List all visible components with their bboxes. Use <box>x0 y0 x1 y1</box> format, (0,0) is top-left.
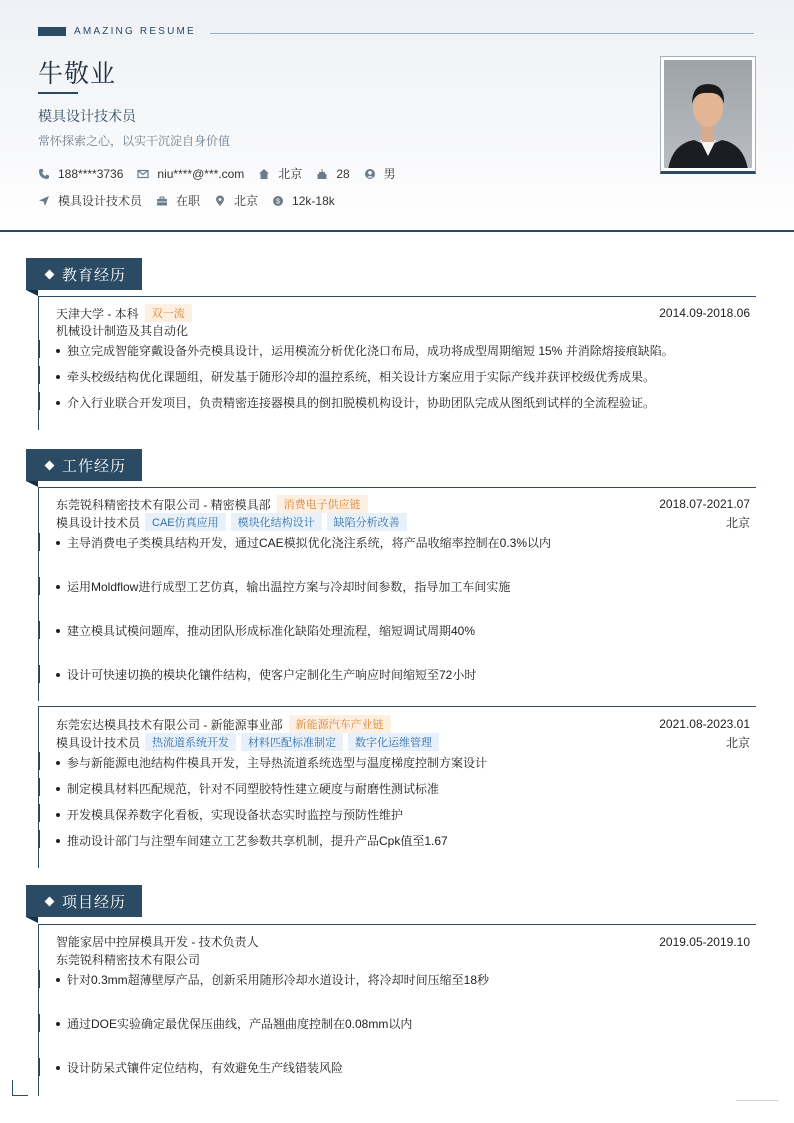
company-text: 东莞锐科精密技术有限公司 - 精密模具部 <box>56 497 271 512</box>
role-row <box>56 733 750 751</box>
bullet-marker <box>38 1058 40 1076</box>
email-text: niu****@***.com <box>157 166 245 181</box>
tagline-bar <box>38 27 66 36</box>
mail-icon <box>137 168 149 180</box>
list-item: 设计可快速切换的模块化镶件结构，使客户定制化生产响应时间缩短至72小时 <box>56 666 476 683</box>
resume-header <box>0 0 794 232</box>
bullet-marker <box>38 392 40 410</box>
position-title: 模具设计技术员 <box>38 108 136 124</box>
target-city-item <box>214 192 258 209</box>
education-header-row <box>56 304 750 322</box>
work-entry-2 <box>38 706 756 868</box>
list-item: 参与新能源电池结构件模具开发，主导热流道系统选型与温度梯度控制方案设计 <box>56 754 487 771</box>
skill-tag: 热流道系统开发 <box>145 733 236 751</box>
work-header-row <box>56 495 750 513</box>
motto: 常怀探索之心，以实干沉淀自身价值 <box>38 134 231 148</box>
contact-row <box>38 165 410 182</box>
home-icon <box>258 168 270 180</box>
salary-item <box>272 194 335 208</box>
bullet-marker <box>38 665 40 683</box>
bullet-marker <box>38 804 40 822</box>
svg-text:$: $ <box>276 198 280 206</box>
work-date: 2018.07-2021.07 <box>659 497 750 511</box>
list-item: 通过DOE实验确定最优保压曲线，产品翘曲度控制在0.08mm以内 <box>56 1015 412 1032</box>
company-text: 东莞宏达模具技术有限公司 - 新能源事业部 <box>56 717 283 732</box>
list-item: 主导消费电子类模具结构开发，通过CAE模拟优化浇注系统，将产品收缩率控制在0.3%以内 <box>56 534 551 551</box>
bullet-marker <box>38 970 40 988</box>
diamond-icon <box>45 269 55 279</box>
section-project-title: 项目经历 <box>62 893 127 911</box>
target-city-text: 北京 <box>234 194 259 208</box>
tagline-rule <box>210 33 754 34</box>
bullet-marker <box>38 577 40 595</box>
gender-item <box>364 165 396 182</box>
gender-text: 男 <box>383 167 396 181</box>
section-education-title: 教育经历 <box>62 266 127 284</box>
target-job-text: 模具设计技术员 <box>58 194 143 208</box>
work-header-row <box>56 715 750 733</box>
section-work-title: 工作经历 <box>62 457 127 475</box>
phone-item <box>38 167 123 181</box>
skill-tag: 模块化结构设计 <box>231 513 322 531</box>
list-item: 针对0.3mm超薄壁厚产品，创新采用随形冷却水道设计，将冷却时间压缩至18秒 <box>56 971 489 988</box>
industry-badge: 新能源汽车产业链 <box>289 715 391 733</box>
education-entry <box>38 296 756 430</box>
section-work <box>26 449 142 481</box>
send-icon <box>38 195 50 207</box>
location-pin-icon <box>214 195 226 207</box>
list-item: 独立完成智能穿戴设备外壳模具设计，运用模流分析优化浇口布局，成功将成型周期缩短 15% 并消除熔接痕缺陷。 <box>56 342 674 359</box>
work-city: 北京 <box>725 515 750 530</box>
avatar-photo <box>664 60 752 168</box>
major-text: 机械设计制造及其自动化 <box>56 324 189 338</box>
school-text: 天津大学 - 本科 <box>56 306 139 321</box>
list-item: 开发模具保养数字化看板，实现设备状态实时监控与预防性维护 <box>56 806 403 823</box>
city-text: 北京 <box>278 167 303 181</box>
candidate-name: 牛敬业 <box>38 60 117 88</box>
list-item: 制定模具材料匹配规范，针对不同塑胶特性建立硬度与耐磨性测试标准 <box>56 780 439 797</box>
job-intent-row <box>38 192 349 209</box>
bullet-marker <box>38 366 40 384</box>
list-item: 介入行业联合开发项目，负责精密连接器模具的倒扣脱模机构设计，协助团队完成从图纸到试样的全流程验证。 <box>56 394 655 411</box>
project-date: 2019.05-2019.10 <box>659 934 750 949</box>
role-row <box>56 513 750 531</box>
skill-tag: 数字化运维管理 <box>348 733 439 751</box>
project-company-row <box>56 951 750 968</box>
skill-tag: CAE仿真应用 <box>145 513 226 531</box>
major-row <box>56 322 750 339</box>
bullet-marker <box>38 533 40 551</box>
list-item: 运用Moldflow进行成型工艺仿真，输出温控方案与冷却时间参数，指导加工车间实施 <box>56 578 510 595</box>
work-entry-1 <box>38 487 756 701</box>
target-job-item <box>38 192 142 209</box>
status-text: 在职 <box>176 194 201 208</box>
skill-tag: 材料匹配标准制定 <box>241 733 343 751</box>
skill-tag: 缺陷分析改善 <box>327 513 407 531</box>
role-text: 模具设计技术员 <box>56 735 141 750</box>
city-item <box>258 165 302 182</box>
project-company: 东莞锐科精密技术有限公司 <box>56 953 201 967</box>
corner-decoration <box>12 1080 28 1096</box>
briefcase-icon <box>156 195 168 207</box>
work-date: 2021.08-2023.01 <box>659 717 750 731</box>
corner-decoration <box>736 1100 778 1101</box>
phone-text: 188****3736 <box>58 166 124 181</box>
photo-frame <box>660 56 756 174</box>
list-item: 推动设计部门与注塑车间建立工艺参数共享机制，提升产品Cpk值至1.67 <box>56 832 448 849</box>
school-badge: 双一流 <box>145 304 192 322</box>
bullet-marker <box>38 340 40 358</box>
diamond-icon <box>45 896 55 906</box>
project-title: 智能家居中控屏模具开发 - 技术负责人 <box>56 935 259 949</box>
tagline-text: AMAZING RESUME <box>74 26 196 37</box>
salary-text: 12k-18k <box>292 193 335 208</box>
email-item <box>137 167 244 181</box>
diamond-icon <box>45 460 55 470</box>
bullet-marker <box>38 778 40 796</box>
status-item <box>156 192 200 209</box>
bullet-marker <box>38 621 40 639</box>
list-item: 设计防呆式镶件定位结构，有效避免生产线错装风险 <box>56 1059 343 1076</box>
age-text: 28 <box>336 166 350 181</box>
list-item: 牵头校级结构优化课题组，研发基于随形冷却的温控系统，相关设计方案应用于实际产线并获评校级优秀成果。 <box>56 368 655 385</box>
money-icon <box>272 195 284 207</box>
project-entry <box>38 924 756 1096</box>
bullet-marker <box>38 752 40 770</box>
cake-icon <box>316 168 328 180</box>
education-date: 2014.09-2018.06 <box>659 306 750 320</box>
bullet-marker <box>38 1014 40 1032</box>
role-text: 模具设计技术员 <box>56 515 141 530</box>
name-underline <box>38 92 78 94</box>
tagline <box>38 26 196 37</box>
section-project <box>26 885 142 917</box>
bullet-marker <box>38 830 40 848</box>
list-item: 建立模具试模问题库，推动团队形成标准化缺陷处理流程，缩短调试周期40% <box>56 622 475 639</box>
work-city: 北京 <box>725 735 750 750</box>
user-icon <box>364 168 376 180</box>
project-header-row <box>56 933 750 950</box>
phone-icon <box>38 168 50 180</box>
industry-badge: 消费电子供应链 <box>277 495 368 513</box>
age-item <box>316 167 349 181</box>
section-education <box>26 258 142 290</box>
